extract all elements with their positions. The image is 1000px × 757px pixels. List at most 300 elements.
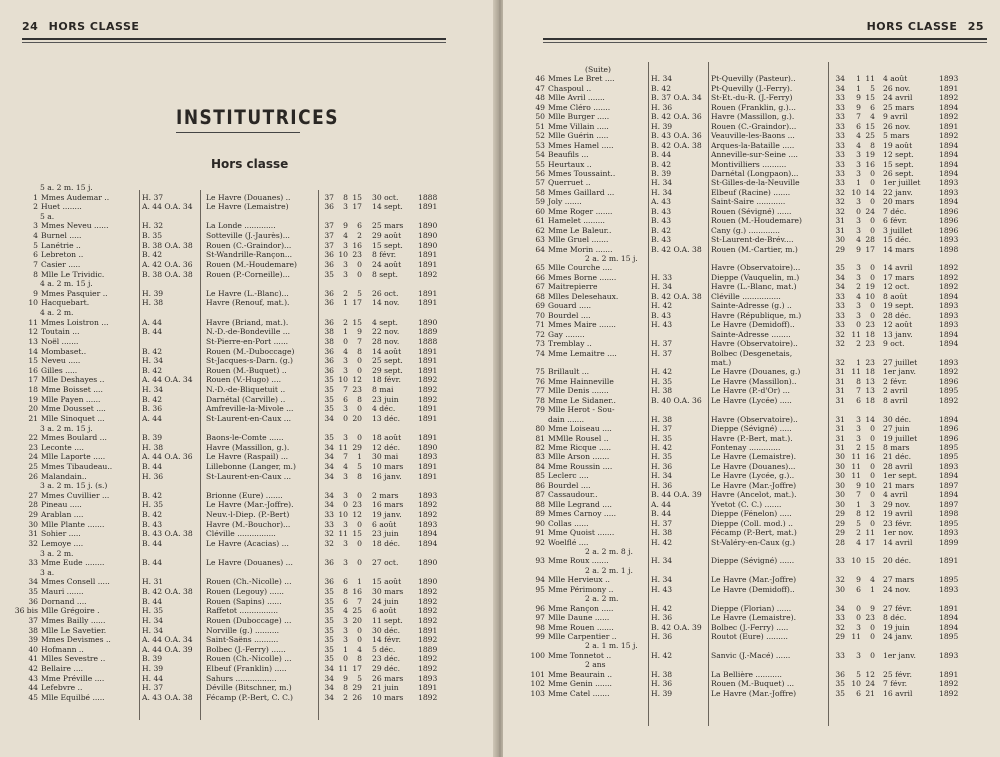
nomination-year: 1890 [418, 317, 438, 327]
age-years: 29 [835, 244, 845, 254]
reference-code: H. 34 [142, 615, 164, 625]
post-location: Neuv.-l-Diep. (P.-Bert) [206, 510, 290, 520]
age-months: 3 [343, 558, 348, 568]
teacher-name: Mmes Borne ....... [548, 272, 617, 282]
reference-code: B. 42 [651, 225, 672, 235]
age-months: 7 [856, 112, 861, 122]
reference-code: B. 42 O.A. 38 [142, 587, 193, 597]
row-number: 62 [535, 225, 545, 235]
teacher-name: Mme Rançon ..... [548, 603, 614, 613]
age-years: 31 [835, 395, 845, 405]
age-days: 8 [357, 394, 362, 404]
teacher-name: Mombaset.. [41, 346, 87, 356]
age-years: 35 [835, 679, 845, 689]
post-location: St-Jacques-s-Darn. (g.) [206, 356, 293, 366]
age-years: 34 [324, 664, 334, 673]
nomination-date: 15 août [372, 577, 402, 587]
nomination-date: 30 mars [372, 587, 404, 597]
teacher-name: Mmes Consell ..... [41, 577, 110, 587]
group-label-text: 3 a. 2 m. [40, 548, 74, 558]
nomination-year: 1889 [418, 327, 438, 337]
nomination-date: 17 mars [883, 272, 915, 282]
nomination-year: 1895 [939, 518, 959, 528]
post-location: Rouen (M.-Buquet) ... [711, 679, 795, 689]
age-days: 17 [865, 244, 875, 254]
reference-code: H. 37 [651, 518, 673, 528]
nomination-date: 16 avril [883, 688, 913, 698]
age-years: 38 [324, 336, 334, 346]
nomination-year: 1891 [418, 433, 438, 443]
post-location: Anneville-sur-Seine .... [711, 150, 798, 160]
title-underline [176, 132, 300, 133]
teacher-name: Mmes Neveu ...... [41, 221, 109, 231]
reference-code: B. 44 [651, 509, 672, 519]
teacher-name: Mlle Deshayes .. [41, 375, 105, 385]
row-number: 95 [535, 584, 545, 594]
row-number: 37 [28, 615, 38, 625]
right-running-head [867, 20, 984, 33]
age-months: 0 [856, 206, 861, 216]
age-days: 18 [865, 367, 875, 377]
nomination-date: 5 mars [883, 131, 910, 141]
nomination-year: 1892 [418, 375, 438, 385]
reference-code: B. 43 O.A. 36 [651, 131, 702, 141]
age-days: 23 [865, 357, 875, 367]
row-number: 70 [535, 310, 545, 320]
right-head-text: HORS CLASSE [866, 20, 958, 33]
age-days: 23 [865, 339, 875, 349]
post-location: Le Havre (Douanes)... [711, 461, 796, 471]
age-years: 33 [835, 159, 845, 169]
age-days: 15 [865, 443, 875, 452]
nomination-date: 19 juillet [883, 433, 918, 443]
group-label-text: 5 a. [40, 211, 55, 221]
reference-code: A. 44 O.A. 39 [142, 644, 193, 654]
teacher-name: Mme Genin ....... [548, 679, 612, 689]
nomination-date: 18 févr. [372, 375, 401, 385]
teacher-name: Lanétrie .. [41, 240, 81, 250]
nomination-date: 29 nov. [883, 499, 911, 509]
nomination-date: 29 août [372, 231, 402, 241]
nomination-date: 26 oct. [372, 288, 399, 298]
table-row [0, 443, 497, 453]
nomination-date: 2 févr. [883, 376, 908, 386]
age-months: 1 [856, 74, 861, 84]
age-days: 9 [357, 327, 362, 337]
nomination-year: 1893 [939, 178, 959, 188]
age-years: 30 [835, 461, 845, 471]
group-label-text: 2 ans [585, 660, 606, 670]
post-location: Le Havre (L.-Blanc)... [206, 288, 289, 298]
age-months: 4 [856, 131, 861, 141]
teacher-name: Heurtaux .. [548, 159, 592, 169]
age-months: 11 [851, 452, 861, 462]
age-months: 9 [856, 480, 861, 490]
nomination-date: 19 août [883, 140, 913, 150]
age-years: 36 [324, 298, 334, 308]
age-years: 36 [324, 259, 334, 269]
nomination-date: 12 août [883, 320, 913, 330]
age-years: 34 [324, 692, 334, 702]
age-years: 35 [324, 375, 334, 385]
teacher-name: Mme Le Baleur.. [548, 225, 612, 235]
table-row [0, 520, 497, 530]
nomination-date: 25 mars [883, 102, 915, 112]
reference-code: H. 35 [651, 452, 673, 462]
reference-code: H. 34 [651, 74, 673, 84]
age-days: 0 [870, 471, 875, 481]
reference-code: B. 42 [142, 365, 163, 375]
age-days: 15 [865, 93, 875, 103]
row-number: 92 [535, 537, 545, 547]
nomination-year: 1888 [418, 336, 438, 346]
age-months: 10 [851, 556, 861, 566]
row-number: 33 [28, 558, 38, 568]
age-years: 35 [324, 625, 334, 635]
teacher-name: Mlle Equilbé ..... [41, 692, 105, 702]
table-row [0, 241, 497, 251]
age-days: 11 [865, 528, 875, 538]
reference-code: H. 31 [142, 577, 164, 587]
post-location: Pt-Quevilly (Pasteur).. [711, 74, 796, 84]
reference-code: H. 35 [651, 376, 673, 386]
teacher-name: Mme Eude ........ [41, 558, 105, 568]
age-days: 14 [865, 414, 875, 424]
nomination-date: 21 juin [372, 683, 399, 693]
age-months: 3 [343, 615, 348, 625]
age-years: 35 [324, 394, 334, 404]
row-number: 76 [535, 376, 545, 386]
age-days: 13 [865, 376, 875, 386]
age-months: 6 [856, 395, 861, 405]
nomination-year: 1891 [418, 259, 438, 269]
row-number: 49 [535, 102, 545, 112]
post-location: Le Havre (Douanes) .. [206, 192, 291, 202]
nomination-date: 1er juillet [883, 178, 921, 188]
reference-code: H. 38 [651, 414, 673, 424]
nomination-year: 1890 [418, 221, 438, 231]
age-months: 2 [856, 282, 861, 292]
age-years: 33 [835, 320, 845, 330]
nomination-date: 12 déc. [372, 442, 401, 452]
nomination-date: 16 mars [372, 500, 404, 510]
age-days: 5 [357, 288, 362, 298]
teacher-name: Arablan .... [41, 510, 84, 520]
reference-code: A. 44 [651, 499, 671, 509]
reference-code: H. 39 [142, 664, 164, 673]
reference-code: H. 34 [651, 178, 673, 188]
teacher-name: Mlle Laporte ..... [41, 452, 106, 462]
reference-code: H. 44 [142, 673, 164, 683]
table-row [0, 366, 497, 376]
table-row [0, 395, 497, 405]
nomination-date: 29 sept. [372, 365, 403, 375]
teacher-name: Mme Rouen ....... [548, 622, 614, 632]
age-days: 25 [865, 131, 875, 141]
row-number: 83 [535, 452, 545, 462]
nomination-year: 1896 [939, 216, 959, 226]
age-days: 5 [357, 673, 362, 683]
row-number: 89 [535, 509, 545, 519]
age-days: 6 [357, 221, 362, 231]
reference-code: A. 43 O.A. 38 [142, 692, 193, 702]
age-days: 14 [865, 187, 875, 197]
nomination-date: 14 avril [883, 537, 913, 547]
nomination-year: 1891 [418, 471, 438, 481]
age-days: 9 [870, 603, 875, 613]
post-location: Havre (Massillon, g.). [711, 112, 795, 122]
teacher-name: Mmes Hamel ..... [548, 140, 614, 150]
age-days: 4 [357, 644, 362, 654]
table-row [0, 635, 497, 645]
table-row [0, 626, 497, 636]
nomination-year: 1891 [418, 288, 438, 298]
table-row [0, 664, 497, 674]
group-label-text: 3 a. 2 m. 15 j. (s.) [40, 481, 108, 491]
age-years: 36 [324, 558, 334, 568]
group-label [0, 183, 497, 193]
age-years: 34 [835, 83, 845, 93]
age-days: 0 [870, 301, 875, 311]
age-years: 29 [835, 509, 845, 519]
age-years: 33 [835, 291, 845, 301]
age-days: 20 [352, 615, 362, 625]
age-months: 3 [343, 404, 348, 414]
age-years: 32 [324, 529, 334, 539]
right-page [503, 0, 1000, 757]
age-months: 2 [856, 528, 861, 538]
nomination-date: 10 mars [372, 692, 404, 702]
age-months: 4 [343, 606, 348, 616]
row-number: 88 [535, 499, 545, 509]
age-months: 9 [856, 102, 861, 112]
age-days: 4 [870, 112, 875, 122]
row-number: 28 [28, 500, 38, 510]
post-location: Le Havre (Demidoff).. [711, 320, 795, 330]
teacher-name: Toutain ... [41, 327, 80, 337]
post-location: Havre (Observatoire)... [711, 263, 801, 273]
row-number: 53 [535, 140, 545, 150]
table-row [0, 356, 497, 366]
post-location: mat.) [711, 357, 732, 367]
post-location: Rouen (M.-Duboccage) [206, 346, 295, 356]
age-days: 18 [865, 395, 875, 405]
post-location: Le Havre (Mar.-Joffre) [711, 688, 797, 698]
row-number: 57 [535, 178, 545, 188]
row-number: 17 [28, 375, 38, 385]
reference-code: H. 33 [651, 272, 673, 282]
age-months: 5 [856, 518, 861, 528]
nomination-year: 1892 [418, 692, 438, 702]
age-years: 33 [835, 131, 845, 141]
teacher-name: Mlles Sevestre .. [41, 654, 106, 664]
reference-code: A. 43 [651, 197, 671, 207]
row-number: 27 [28, 490, 38, 500]
nomination-date: 25 févr. [883, 669, 912, 679]
post-location: St-Pierre-en-Port ...... [206, 336, 289, 346]
age-years: 33 [835, 613, 845, 623]
age-months: 3 [856, 310, 861, 320]
reference-code: B. 42 [651, 83, 672, 93]
row-number: 7 [33, 259, 38, 269]
age-years: 37 [324, 221, 334, 231]
age-days: 0 [357, 625, 362, 635]
nomination-year: 1896 [939, 433, 959, 443]
table-row [0, 577, 497, 587]
group-label [0, 549, 497, 559]
teacher-name: Mme Roux ....... [548, 556, 609, 566]
nomination-year: 1898 [939, 509, 959, 519]
table-row [0, 529, 497, 539]
row-number: 58 [535, 187, 545, 197]
reference-code: B. 42 [142, 250, 163, 260]
row-number: 1 [33, 192, 38, 202]
age-months: 3 [856, 622, 861, 632]
age-years: 35 [324, 404, 334, 414]
age-days: 0 [870, 632, 875, 641]
row-number: 78 [535, 395, 545, 405]
nomination-date: 4 avril [883, 490, 908, 500]
nomination-year: 1892 [939, 131, 959, 141]
age-years: 33 [835, 112, 845, 122]
age-years: 35 [835, 688, 845, 698]
age-years: 36 [324, 346, 334, 356]
nomination-date: 18 août [372, 433, 402, 443]
nomination-date: 26 nov. [883, 121, 911, 131]
nomination-date: 26 nov. [883, 83, 911, 93]
post-location: Dieppe (Fénelon) ..... [711, 509, 792, 519]
nomination-date: 2 mars [372, 490, 399, 500]
teacher-name: Mme Morin ....... [548, 244, 613, 254]
age-months: 11 [851, 471, 861, 481]
age-days: 12 [352, 375, 362, 385]
nomination-year: 1892 [939, 282, 959, 292]
row-number: 20 [28, 404, 38, 414]
post-location: Rouen (Ch.-Nicolle) ... [206, 654, 292, 664]
row-number: 22 [28, 433, 38, 443]
row-number: 41 [28, 654, 38, 664]
age-months: 1 [856, 357, 861, 367]
age-days: 0 [870, 310, 875, 320]
teacher-name: Mme Ricque ..... [548, 443, 612, 452]
post-location: Le Havre (Lemaistre). [711, 613, 797, 623]
age-years: 31 [835, 367, 845, 377]
age-years: 34 [324, 490, 334, 500]
age-years: 33 [835, 650, 845, 660]
nomination-date: 4 déc. [372, 404, 396, 414]
age-years: 35 [835, 263, 845, 273]
nomination-date: 15 sept. [372, 240, 403, 250]
age-months: 1 [343, 327, 348, 337]
teacher-name: Mlle Plante ....... [41, 519, 105, 529]
section-subtitle: Hors classe [211, 157, 289, 171]
reference-code: B. 43 [651, 310, 672, 320]
age-years: 36 [324, 288, 334, 298]
age-months: 3 [856, 650, 861, 660]
nomination-date: 9 avril [883, 112, 908, 122]
nomination-year: 1891 [418, 625, 438, 635]
table-row [0, 452, 497, 462]
age-years: 32 [835, 622, 845, 632]
nomination-year: 1894 [939, 490, 959, 500]
post-location: Le Havre (Acacias) ... [206, 538, 289, 548]
teacher-name: Mme Roger ....... [548, 206, 613, 216]
nomination-date: 1er sept. [883, 471, 918, 481]
row-number: 54 [535, 150, 545, 160]
post-location: Sainte-Adresse (g.) .. [711, 301, 792, 311]
age-months: 3 [856, 263, 861, 273]
post-location: Montivilliers .......... [711, 159, 787, 169]
post-location: Darnétal (Longpaon)... [711, 168, 799, 178]
nomination-date: 23 févr. [883, 518, 912, 528]
nomination-date: 8 mars [883, 443, 910, 452]
age-years: 33 [835, 93, 845, 103]
age-days: 0 [870, 424, 875, 434]
nomination-year: 1894 [939, 613, 959, 623]
row-number: 64 [535, 244, 545, 254]
teacher-name: Mmes Cuvillier ... [41, 490, 110, 500]
nomination-date: 7 févr. [883, 679, 908, 689]
nomination-date: 27 févr. [883, 603, 912, 613]
nomination-year: 1891 [939, 669, 959, 679]
post-location: Déville (Bitschner, m.) [206, 683, 292, 693]
post-location: Elbeuf (Racine) ....... [711, 187, 791, 197]
teacher-name: Mlle Payen ...... [41, 394, 101, 404]
post-location: Dieppe (Florian) ...... [711, 603, 792, 613]
table-row [0, 510, 497, 520]
nomination-year: 1893 [418, 519, 438, 529]
age-months: 6 [343, 394, 348, 404]
row-number: 93 [535, 556, 545, 566]
age-years: 32 [835, 206, 845, 216]
reference-code: B. 42 [142, 490, 163, 500]
teacher-name: Mlle Grégoire . [41, 606, 100, 616]
row-number: 47 [535, 83, 545, 93]
post-location: St-Wandrille-Rançon... [206, 250, 293, 260]
nomination-year: 1892 [939, 688, 959, 698]
nomination-year: 1891 [939, 556, 959, 566]
post-location: Sotteville (J.-Jaurès)... [206, 231, 290, 241]
teacher-name: Casier ..... [41, 259, 81, 269]
age-years: 38 [324, 327, 334, 337]
reference-code: H. 34 [651, 471, 673, 481]
reference-code: H. 34 [651, 187, 673, 197]
age-days: 7 [357, 596, 362, 606]
reference-code: H. 38 [142, 298, 164, 308]
nomination-date: 20 déc. [883, 556, 912, 566]
teacher-name: Mmes Toussaint.. [548, 168, 616, 178]
table-row [0, 337, 497, 347]
nomination-date: 14 nov. [372, 298, 400, 308]
age-months: 7 [856, 386, 861, 396]
post-location: Le Havre (Mar.-Joffre) [711, 575, 797, 585]
age-days: 0 [357, 259, 362, 269]
age-months: 3 [343, 519, 348, 529]
post-location: Saint-Saëns .......... [206, 635, 279, 645]
reference-code: B. 44 [142, 558, 163, 568]
age-months: 2 [343, 692, 348, 702]
post-location: Arques-la-Bataille ..... [711, 140, 795, 150]
nomination-year: 1894 [939, 339, 959, 349]
table-row [0, 289, 497, 299]
nomination-year: 1891 [418, 413, 438, 423]
nomination-year: 1894 [939, 471, 959, 481]
age-days: 11 [865, 74, 875, 84]
post-location: Havre (Renouf, mat.). [206, 298, 290, 308]
nomination-date: 19 avril [883, 509, 913, 519]
post-location: Dieppe (Vauquelin, m.) [711, 272, 800, 282]
nomination-date: 1er janv. [883, 650, 916, 660]
